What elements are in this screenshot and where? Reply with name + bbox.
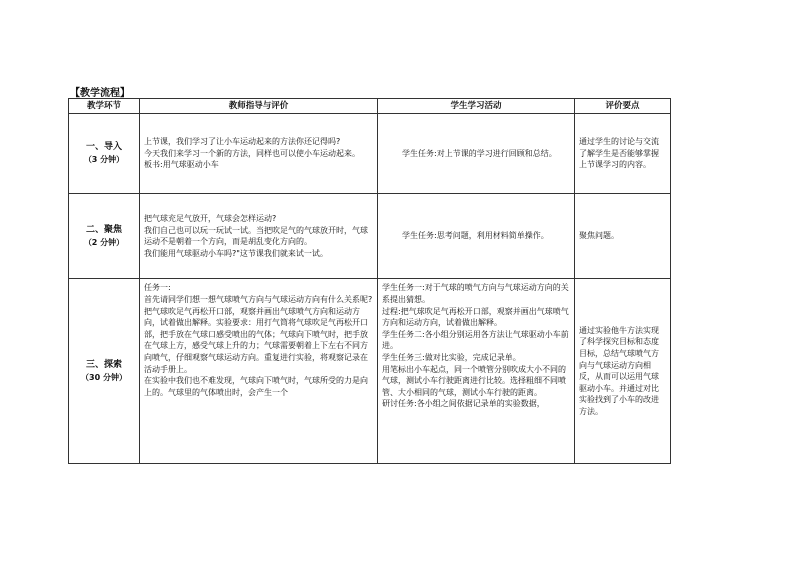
teacher-line: 首先请同学们想一想气球喷气方向与气球运动方向有什么关系呢? <box>144 295 373 305</box>
stage-time: （30 分钟） <box>81 372 127 382</box>
evaluation-cell <box>575 279 671 464</box>
student-line: 学生任务一:对于气球的喷气方向与气球运动方向的关系提出猜想。 <box>382 283 569 305</box>
table-header-row <box>69 99 671 114</box>
teaching-flow-table <box>68 98 671 464</box>
teacher-cell <box>140 114 378 194</box>
table-row-focus <box>69 193 671 279</box>
header-stage: 教学环节 <box>69 99 140 114</box>
evaluation-cell <box>575 114 671 194</box>
teacher-line: 把气球充足气放开，气球会怎样运动? <box>144 213 277 223</box>
section-title: 【教学流程】 <box>70 88 130 99</box>
teacher-line: 我们能用气球驱动小车吗?"这节课我们就来试一试。 <box>144 248 328 258</box>
student-line: 学生任务三:做对比实验，完成记录单。 <box>382 353 521 363</box>
header-evaluation: 评价要点 <box>575 99 671 114</box>
header-teacher: 教师指导与评价 <box>140 99 378 114</box>
teacher-line: 今天我们来学习一个新的方法，同样也可以使小车运动起来。 <box>144 148 360 158</box>
student-line: 用笔标出小车起点，同一个喷管分别吹成大小不同的气球，测试小车行驶距离进行比较。选择粗细不同喷管、大小相同的气球，测试小车行驶的距离。 <box>382 364 566 397</box>
evaluation-line: 聚焦问题。 <box>579 231 619 241</box>
evaluation-cell <box>575 193 671 279</box>
teacher-line: 在实验中我们也不难发现，气球向下喷气时，气球所受的力是向上的。气球里的气体喷出时，会产生一个 <box>144 376 368 397</box>
student-line: 学生任务:思考问题，利用材料简单操作。 <box>402 231 549 241</box>
table-row-explore <box>69 279 671 464</box>
stage-cell <box>69 114 140 194</box>
student-line: 过程:把气球吹足气再松开口部，观察并画出气球喷气方向和运动方向，试着做出解释。 <box>382 306 569 328</box>
stage-cell <box>69 279 140 464</box>
teacher-cell <box>140 279 378 464</box>
stage-time: （2 分钟） <box>83 237 125 247</box>
stage-cell <box>69 193 140 279</box>
student-cell <box>378 279 575 464</box>
stage-name: 二、聚焦 <box>85 224 122 235</box>
stage-name: 三、探索 <box>85 359 122 370</box>
teacher-cell <box>140 193 378 279</box>
evaluation-line: 通过实验他牛方法实现了科学探究目标和态度目标，总结气球喷气方向与气球运动方向相反，从而可以运用气球驱动小车。并通过对比实验找到了小车的改进方法。 <box>579 325 659 416</box>
stage-time: （3 分钟） <box>83 155 125 165</box>
teacher-line: 板书:用气球驱动小车 <box>144 160 219 170</box>
stage-name: 一、导入 <box>85 142 122 153</box>
teacher-line: 把气球吹足气再松开口部，观察并画出气球喷气方向和运动方向，试着做出解释。实验要求：用打气筒将气球吹足气再松开口部，把手放在气球口感受喷出的气体；气球向下喷气时，把手放在气球上方，感受气球上升的力；气球需要朝着上下左右不同方向喷气，仔细观察气球运动方向。重复进行实验，将观察记录在活动手册上。 <box>144 306 368 374</box>
header-student: 学生学习活动 <box>378 99 575 114</box>
student-line: 学生任务:对上节课的学习进行回顾和总结。 <box>402 148 557 158</box>
student-line: 学生任务二:各小组分别运用各方法让气球驱动小车前进。 <box>382 329 569 351</box>
student-line: 研讨任务:各小组之间依据记录单的实验数据， <box>382 399 545 409</box>
teacher-line: 任务一: <box>144 283 171 293</box>
table-row-intro <box>69 114 671 194</box>
student-cell <box>378 193 575 279</box>
student-cell <box>378 114 575 194</box>
evaluation-line: 通过学生的讨论与交流了解学生是否能够掌握上节课学习的内容。 <box>579 137 659 170</box>
teacher-line: 我们自己也可以玩一玩试一试。当把吹足气的气球放开时，气球运动不是朝着一个方向，而是胡乱变化方向的。 <box>144 225 368 247</box>
teacher-line: 上节课，我们学习了让小车运动起来的方法你还记得吗? <box>144 137 341 147</box>
